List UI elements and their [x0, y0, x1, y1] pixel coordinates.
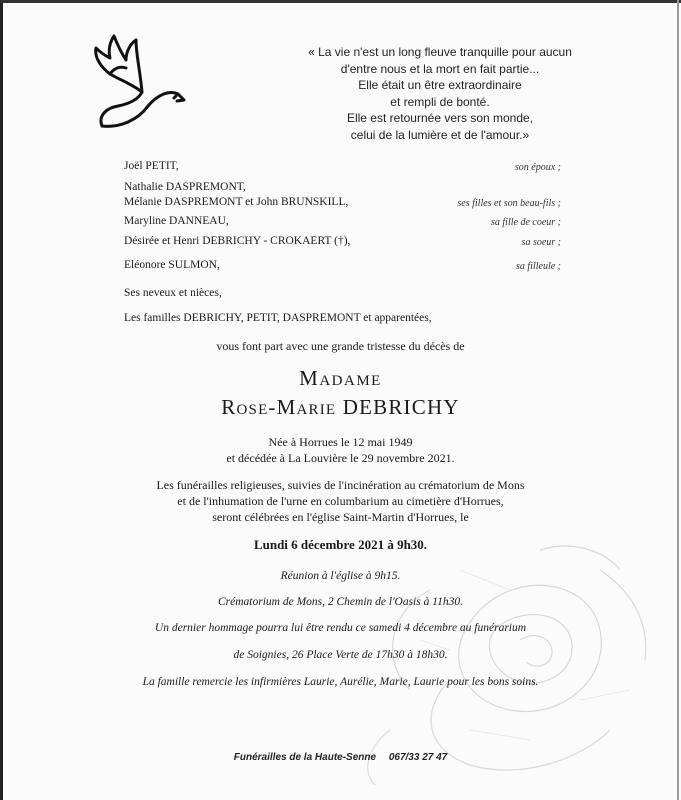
quote-line: Elle est retournée vers son monde,: [346, 111, 534, 125]
family-member: Eléonore SULMON,: [124, 259, 220, 271]
detail-line: de Soignies, 26 Place Verte de 17h30 à 18h30.: [233, 649, 448, 661]
family-member: Ses neveux et nièces,: [124, 287, 222, 299]
quote-line: « La vie n'est un long fleuve tranquille pour aucun: [308, 45, 572, 59]
dove-icon: [80, 28, 190, 138]
deceased-name: [0, 395, 681, 420]
family-member: Mélanie DASPREMONT et John BRUNSKILL,: [124, 196, 349, 208]
family-relation: ses filles et son beau-fils ;: [457, 198, 561, 209]
family-relation: sa fille de coeur ;: [491, 217, 561, 228]
detail-line: La famille remercie les infirmières Laurie, Aurélie, Marie, Laurie pour les bons soins.: [142, 676, 539, 688]
family-member: Désirée et Henri DEBRICHY - CROKAERT (†),: [124, 235, 351, 247]
family-member: Joël PETIT,: [124, 160, 179, 172]
quote-line: d'entre nous et la mort en fait partie...: [340, 61, 540, 76]
quote-line: celui de la lumière et de l'amour.»: [350, 127, 530, 142]
detail-line: Réunion à l'église à 9h15.: [280, 570, 401, 582]
family-member: Maryline DANNEAU,: [124, 215, 229, 227]
funeral-line: seront célébrées en l'église Saint-Martin d'Horrues, le: [212, 510, 469, 524]
family-member: Les familles DEBRICHY, PETIT, DASPREMONT et apparentées,: [124, 312, 432, 324]
announcement-text: vous font part avec une grande tristesse du décès de: [216, 339, 465, 353]
funeral-home-phone: 067/33 27 47: [388, 752, 448, 763]
detail-line: Crématorium de Mons, 2 Chemin de l'Oasis à 11h30.: [217, 596, 463, 608]
funeral-date: Lundi 6 décembre 2021 à 9h30.: [253, 537, 428, 552]
funeral-line: et de l'inhumation de l'urne en columbarium au cimetière d'Horrues,: [177, 494, 504, 508]
family-relation: sa soeur ;: [521, 237, 561, 248]
funeral-line: Les funérailles religieuses, suivies de l'incinération au crématorium de Mons: [156, 478, 525, 492]
birth-line: Née à Horrues le 12 mai 1949: [268, 435, 413, 449]
deceased-last-name: DEBRICHY: [342, 395, 460, 419]
family-member: Nathalie DASPREMONT,: [124, 181, 246, 193]
deceased-first-name: Rose-Marie: [221, 395, 337, 419]
top-border: [0, 0, 681, 3]
death-line: et décédée à La Louvière le 29 novembre 2021.: [226, 451, 455, 465]
quote-block: [290, 44, 590, 143]
quote-line: Elle était un être extraordinaire: [358, 78, 522, 92]
footer: [0, 752, 681, 763]
funeral-home-name: Funérailles de la Haute-Senne: [233, 752, 377, 763]
deceased-title: Madame: [299, 366, 382, 390]
family-relation: son époux ;: [514, 162, 561, 173]
family-relation: sa filleule ;: [516, 261, 561, 272]
detail-line: Un dernier hommage pourra lui être rendu ce samedi 4 décembre au funérarium: [154, 622, 527, 634]
quote-line: et rempli de bonté.: [390, 94, 490, 109]
